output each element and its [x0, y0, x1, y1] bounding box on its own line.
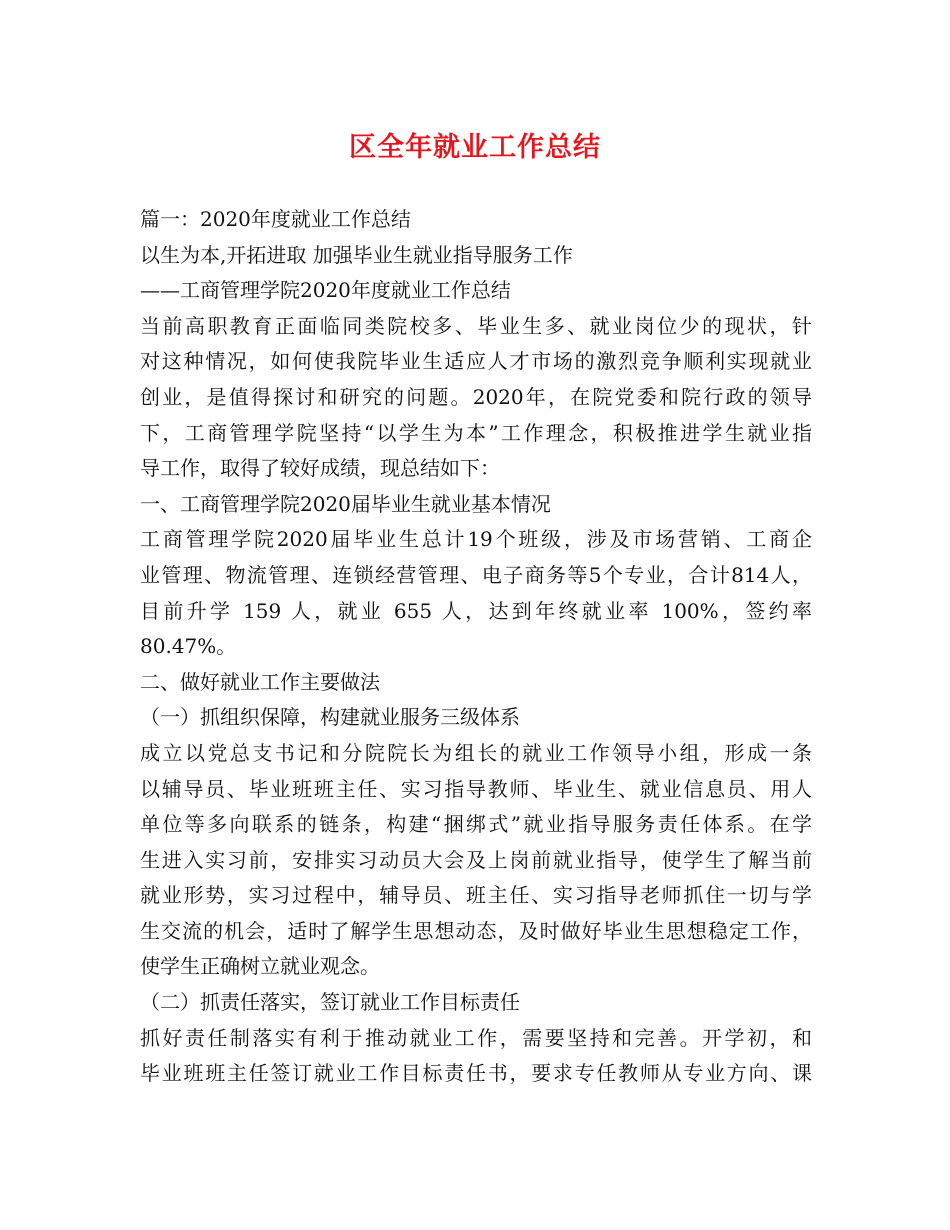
subtitle: ——工商管理学院2020年度就业工作总结 — [140, 278, 511, 303]
paragraph-line: 80.47%。 — [140, 634, 237, 659]
paragraph-line: 使学生正确树立就业观念。 — [140, 954, 380, 979]
paragraph-line: 就业形势，实习过程中，辅导员、班主任、实习指导老师抓住一切与学 — [140, 883, 812, 908]
section-heading: 篇一：2020年度就业工作总结 — [140, 207, 411, 231]
paragraph-line: 对这种情况，如何使我院毕业生适应人才市场的激烈竞争顺利实现就业 — [140, 349, 812, 374]
paragraph-line: 创业，是值得探讨和研究的问题。2020年，在院党委和院行政的领导 — [140, 384, 812, 409]
paragraph-line: 工商管理学院2020届毕业生总计19个班级，涉及市场营销、工商企 — [140, 527, 812, 552]
document-body — [140, 202, 812, 1092]
paragraph-line: 下，工商管理学院坚持“以学生为本”工作理念，积极推进学生就业指 — [140, 420, 812, 445]
section-heading: 一、工商管理学院2020届毕业生就业基本情况 — [140, 491, 551, 516]
paragraph-line: 毕业班班主任签订就业工作目标责任书，要求专任教师从专业方向、课 — [140, 1061, 812, 1086]
section-heading: 二、做好就业工作主要做法 — [140, 669, 380, 694]
paragraph-line: 成立以党总支书记和分院院长为组长的就业工作领导小组，形成一条 — [140, 740, 812, 765]
paragraph-line: 业管理、物流管理、连锁经营管理、电子商务等5个专业，合计814人， — [140, 562, 812, 587]
paragraph-line: 单位等多向联系的链条，构建“捆绑式”就业指导服务责任体系。在学 — [140, 812, 812, 837]
document-title: 区全年就业工作总结 — [349, 132, 601, 163]
subsection-heading: （一）抓组织保障，构建就业服务三级体系 — [140, 705, 520, 730]
subtitle: 以生为本,开拓进取 加强毕业生就业指导服务工作 — [140, 242, 573, 267]
subsection-heading: （二）抓责任落实，签订就业工作目标责任 — [140, 990, 520, 1015]
paragraph-line: 当前高职教育正面临同类院校多、毕业生多、就业岗位少的现状，针 — [140, 313, 812, 338]
paragraph-line: 抓好责任制落实有利于推动就业工作，需要坚持和完善。开学初，和 — [140, 1025, 812, 1050]
paragraph-line: 目前升学 159 人，就业 655 人，达到年终就业率 100%，签约率 — [140, 598, 812, 623]
paragraph-line: 生进入实习前，安排实习动员大会及上岗前就业指导，使学生了解当前 — [140, 847, 812, 872]
paragraph-line: 以辅导员、毕业班班主任、实习指导教师、毕业生、就业信息员、用人 — [140, 776, 812, 801]
paragraph-line: 生交流的机会，适时了解学生思想动态，及时做好毕业生思想稳定工作， — [140, 918, 812, 943]
paragraph-line: 导工作，取得了较好成绩，现总结如下： — [140, 456, 500, 481]
